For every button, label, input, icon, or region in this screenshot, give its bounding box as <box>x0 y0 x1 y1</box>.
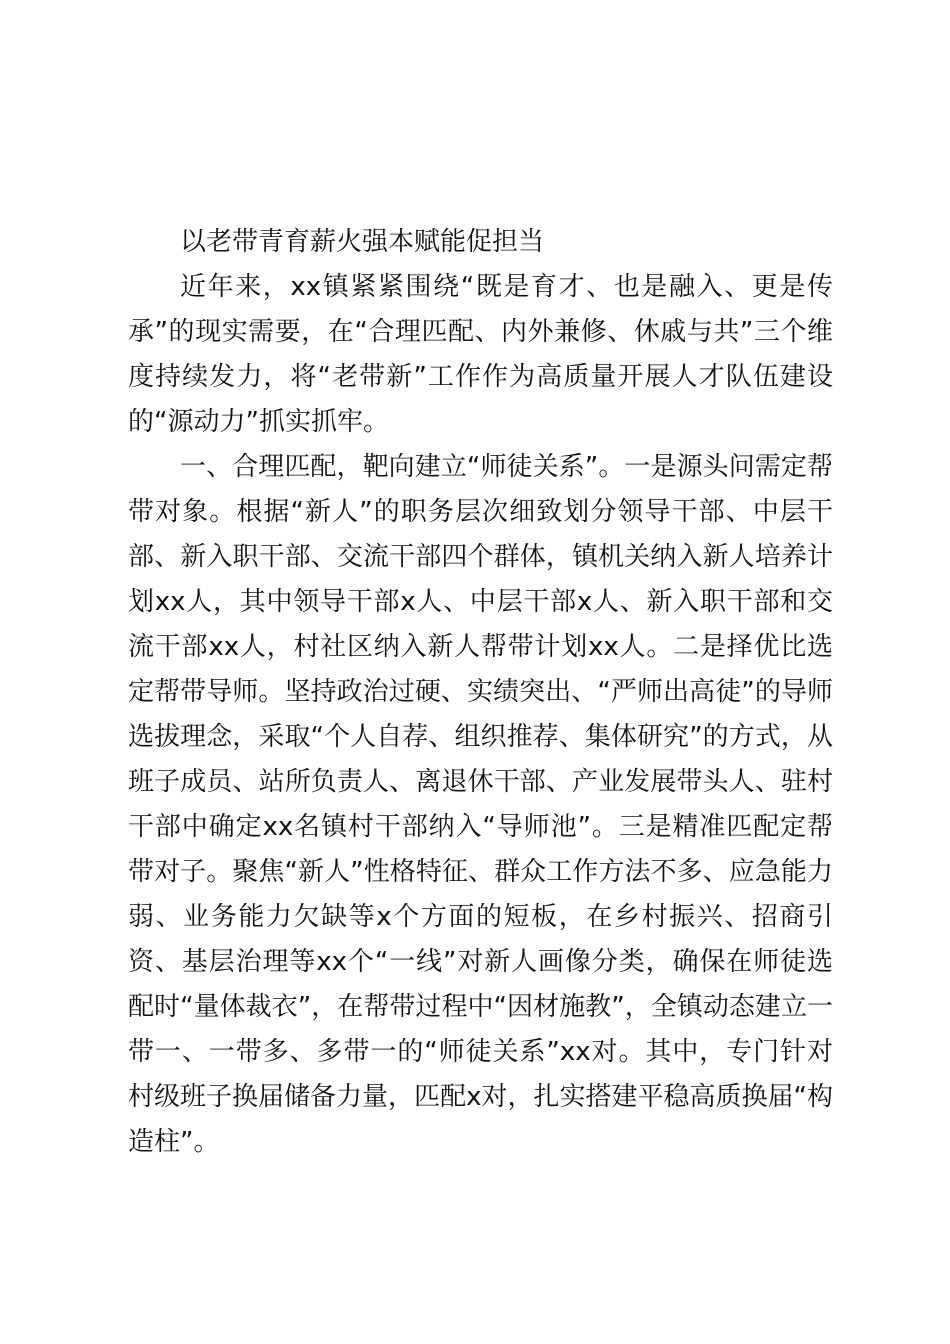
document-title: 以老带青育薪火强本赋能促担当 <box>180 227 545 257</box>
document-body <box>128 220 833 1165</box>
intro-paragraph: 近年来，xx镇紧紧围绕“既是育才、也是融入、更是传承”的现实需要，在“合理匹配、内外兼修、休戚与共”三个维度持续发力，将“老带新”工作作为高质量开展人才队伍建设的“源动力”抓实抓牢。 <box>128 272 833 437</box>
section-one-paragraph: 一、合理匹配，靶向建立“师徒关系”。一是源头问需定帮带对象。根据“新人”的职务层次细致划分领导干部、中层干部、新入职干部、交流干部四个群体，镇机关纳入新人培养计划xx人，其中领导干部x人、中层干部x人、新入职干部和交流干部xx人，村社区纳入新人帮带计划xx人。二是择优比选定帮带导师。坚持政治过硬、实绩突出、“严师出高徒”的导师选拔理念，采取“个人自荐、组织推荐、集体研究”的方式，从班子成员、站所负责人、离退休干部、产业发展带头人、驻村干部中确定xx名镇村干部纳入“导师池”。三是精准匹配定帮带对子。聚焦“新人”性格特征、群众工作方法不多、应急能力弱、业务能力欠缺等x个方面的短板，在乡村振兴、招商引资、基层治理等xx个“一线”对新人画像分类，确保在师徒选配时“量体裁衣”，在帮带过程中“因材施教”，全镇动态建立一带一、一带多、多带一的“师徒关系”xx对。其中，专门针对村级班子换届储备力量，匹配x对，扎实搭建平稳高质换届“构造柱”。 <box>128 452 833 1157</box>
